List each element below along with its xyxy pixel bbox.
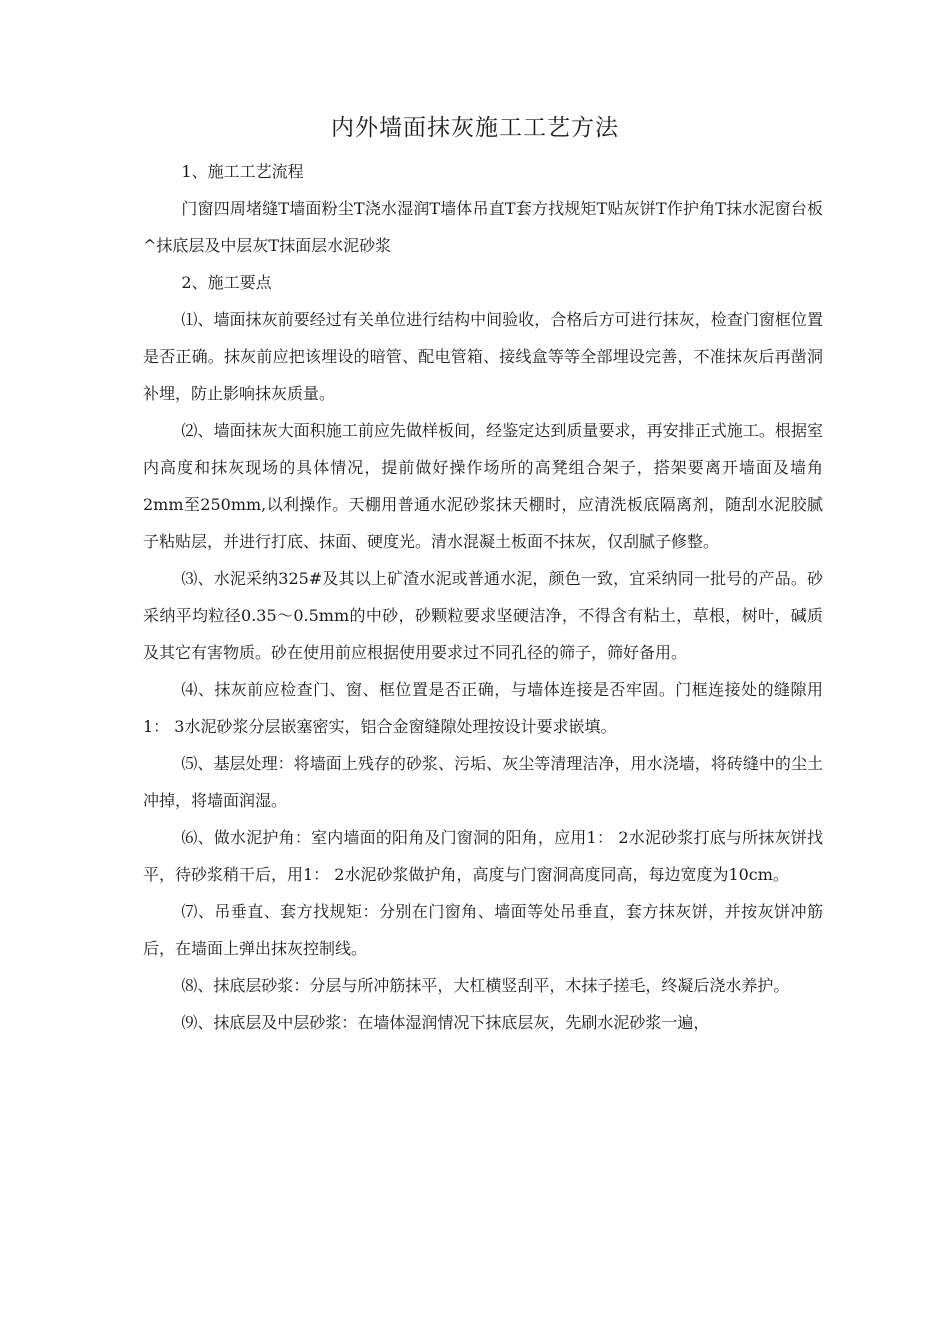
point-1-paragraph: ⑴、墙面抹灰前要经过有关单位进行结构中间验收，合格后方可进行抹灰，检查门窗框位置是否正确。抹灰前应把该埋设的暗管、配电管箱、接线盒等等全部埋设完善，不准抹灰后再凿洞补埋，防止影响抹灰质量。 xyxy=(143,310,823,403)
document-title: 内外墙面抹灰施工工艺方法 xyxy=(331,115,619,141)
process-flow-paragraph: 门窗四周堵缝T墙面粉尘T浇水湿润T墙体吊直T套方找规矩T贴灰饼T作护角T抹水泥窗台板^抹底层及中层灰T抹面层水泥砂浆 xyxy=(143,199,823,255)
section-heading-1: 1、施工工艺流程 xyxy=(181,162,304,181)
document-body xyxy=(143,153,823,1041)
section-heading-2: 2、施工要点 xyxy=(181,273,272,292)
point-6-paragraph: ⑹、做水泥护角：室内墙面的阳角及门窗洞的阳角，应用1： 2水泥砂浆打底与所抹灰饼找平，待砂浆稍干后，用1： 2水泥砂浆做护角，高度与门窗洞高度同高，每边宽度为10cm。 xyxy=(143,828,823,884)
point-7-paragraph: ⑺、吊垂直、套方找规矩：分别在门窗角、墙面等处吊垂直，套方抹灰饼，并按灰饼冲筋后，在墙面上弹出抹灰控制线。 xyxy=(143,902,823,958)
point-3-paragraph: ⑶、水泥采纳325#及其以上矿渣水泥或普通水泥，颜色一致，宜采纳同一批号的产品。砂采纳平均粒径0.35〜0.5mm的中砂，砂颗粒要求坚硬洁净，不得含有粘土，草根，树叶，碱质及其它有害物质。砂在使用前应根据使用要求过不同孔径的筛子，筛好备用。 xyxy=(143,569,823,662)
point-9-paragraph: ⑼、抹底层及中层砂浆：在墙体湿润情况下抹底层灰，先刷水泥砂浆一遍， xyxy=(181,1013,710,1032)
point-8-paragraph: ⑻、抹底层砂浆：分层与所冲筋抹平，大杠横竖刮平，木抹子搓毛，终凝后浇水养护。 xyxy=(181,976,790,995)
point-2-paragraph: ⑵、墙面抹灰大面积施工前应先做样板间，经鉴定达到质量要求，再安排正式施工。根据室内高度和抹灰现场的具体情况，提前做好操作场所的高凳组合架子，搭架要离开墙面及墙角2mm至250mm,以利操作。天棚用普通水泥砂浆抹天棚时，应清洗板底隔离剂，随刮水泥胶腻子粘贴层，并进行打底、抹面、硬度光。清水混凝土板面不抹灰，仅刮腻子修整。 xyxy=(143,421,823,551)
point-4-paragraph: ⑷、抹灰前应检查门、窗、框位置是否正确，与墙体连接是否牢固。门框连接处的缝隙用1： 3水泥砂浆分层嵌塞密实，铝合金窗缝隙处理按设计要求嵌填。 xyxy=(143,680,823,736)
point-5-paragraph: ⑸、基层处理：将墙面上残存的砂浆、污垢、灰尘等清理洁净，用水浇墙，将砖缝中的尘土冲掉，将墙面润湿。 xyxy=(143,754,823,810)
